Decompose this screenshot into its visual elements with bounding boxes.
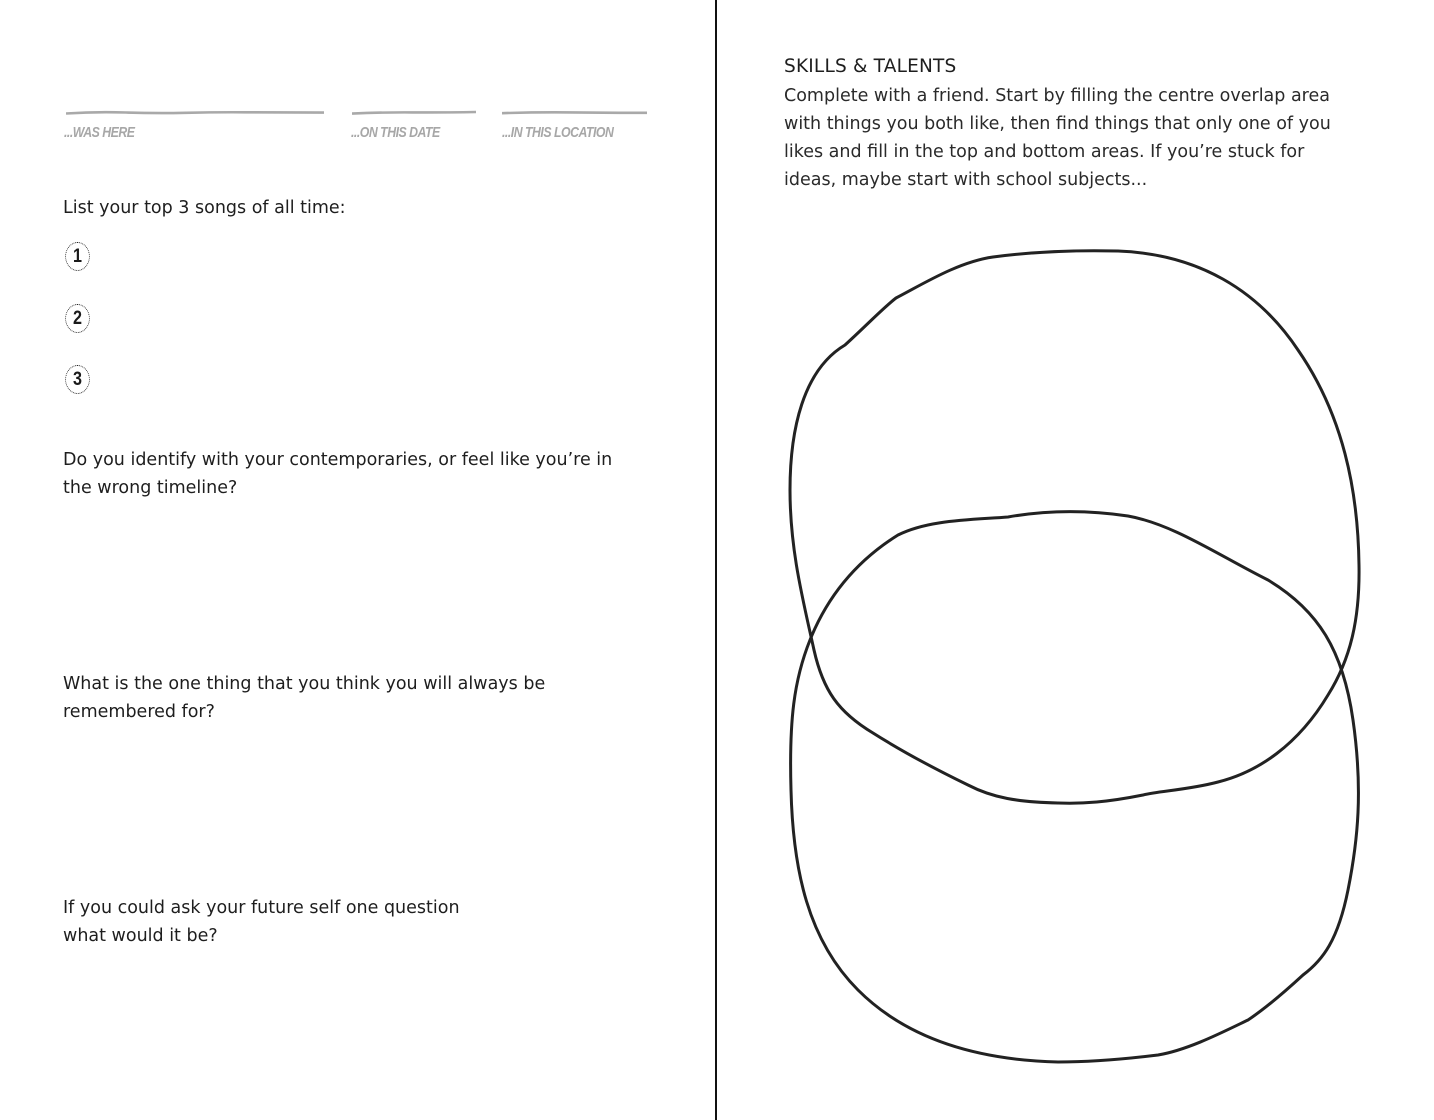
contemporaries-answer-area[interactable]: [63, 510, 653, 660]
song-item-1: [63, 242, 653, 276]
remembered-for-answer-area[interactable]: [63, 734, 653, 884]
question-line: remembered for?: [63, 702, 215, 722]
date-line[interactable]: [352, 110, 476, 115]
question-line: the wrong timeline?: [63, 478, 238, 498]
song-1-answer-field[interactable]: [103, 242, 653, 272]
instruction-line: likes and fill in the top and bottom areas. If you’re stuck for: [784, 142, 1305, 162]
location-line[interactable]: [502, 110, 647, 115]
question-line: What is the one thing that you think you will always be: [63, 674, 546, 694]
number-3-badge-icon: 3: [65, 365, 90, 394]
venn-overlap-region[interactable]: [838, 540, 1298, 770]
question-future-self: [63, 894, 460, 950]
songs-prompt: List your top 3 songs of all time:: [63, 198, 346, 218]
question-line: Do you identify with your contemporaries, or feel like you’re in: [63, 450, 613, 470]
was-here-label: ...WAS HERE: [64, 124, 135, 141]
venn-top-region[interactable]: [838, 280, 1298, 500]
page-spine-divider: [715, 0, 717, 1120]
song-2-answer-field[interactable]: [103, 304, 653, 334]
right-page: [718, 0, 1434, 1120]
on-this-date-label: ...ON THIS DATE: [351, 124, 440, 141]
instruction-line: with things you both like, then find things that only one of you: [784, 114, 1331, 134]
question-line: If you could ask your future self one question: [63, 898, 460, 918]
question-contemporaries: [63, 446, 612, 502]
name-line[interactable]: [66, 110, 324, 115]
question-remembered-for: [63, 670, 545, 726]
song-item-2: [63, 304, 653, 338]
song-item-3: [63, 365, 653, 399]
song-3-answer-field[interactable]: [103, 365, 653, 395]
left-page: [0, 0, 716, 1120]
skills-talents-title: SKILLS & TALENTS: [784, 56, 957, 77]
instruction-line: ideas, maybe start with school subjects...: [784, 170, 1148, 190]
in-this-location-label: ...IN THIS LOCATION: [502, 124, 614, 141]
number-2-badge-icon: 2: [65, 304, 90, 333]
future-self-answer-area[interactable]: [63, 958, 653, 1098]
number-1-badge-icon: 1: [65, 242, 90, 271]
question-line: what would it be?: [63, 926, 218, 946]
venn-bottom-region[interactable]: [838, 815, 1298, 1035]
instruction-line: Complete with a friend. Start by filling the centre overlap area: [784, 86, 1330, 106]
